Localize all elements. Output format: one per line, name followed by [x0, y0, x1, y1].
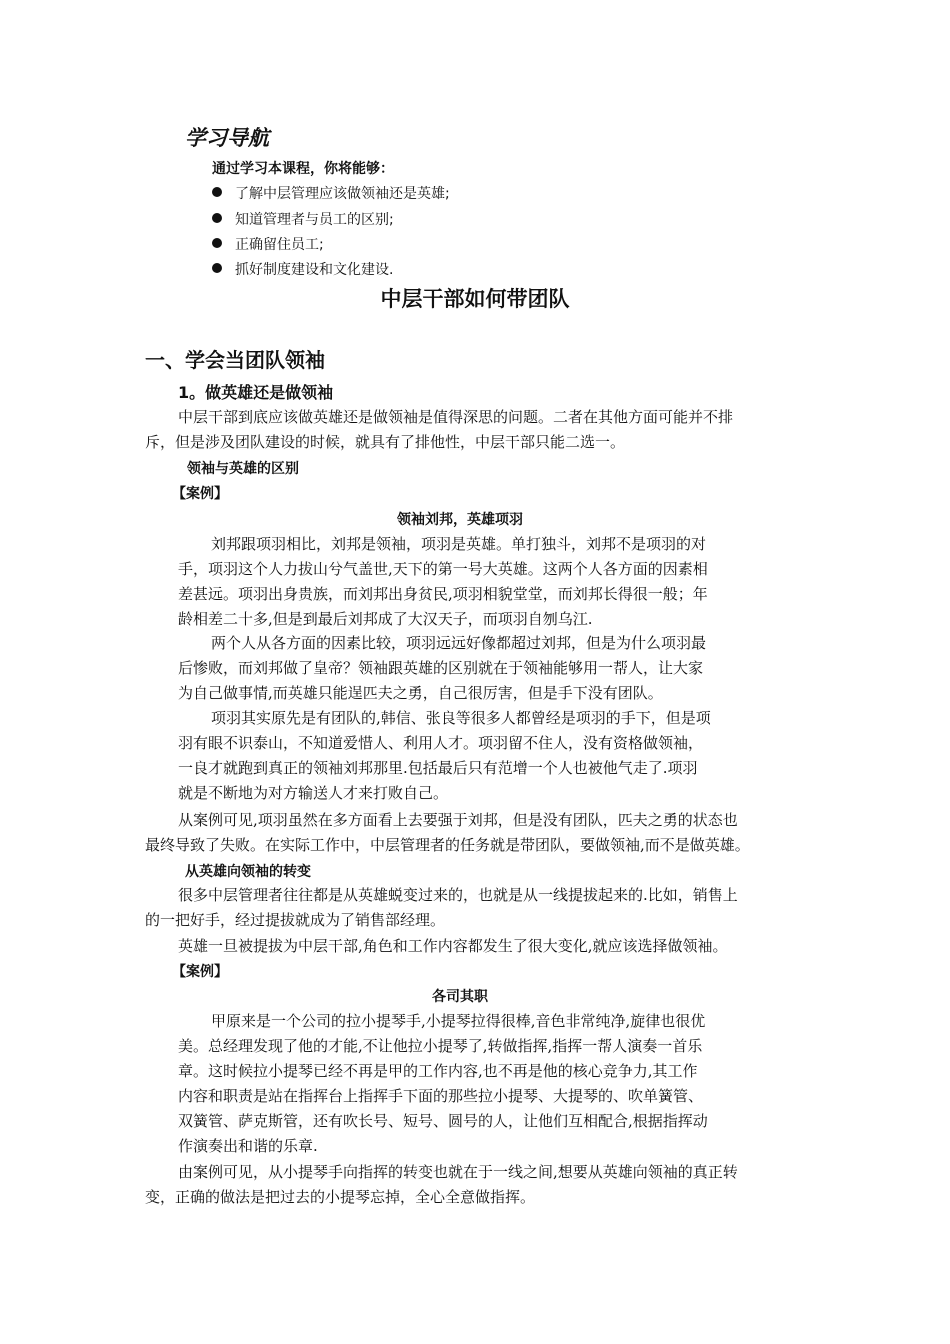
case-paragraph: 两个人从各方面的因素比较，项羽远远好像都超过刘邦，但是为什么项羽最 后惨败，而刘邦做了皇帝？领袖跟英雄的区别就在于领袖能够用一帮人，让大家 为自己做事情,而英雄只能逞匹夫之勇，自己很厉害，但是手下没有团队。 [178, 634, 707, 702]
bullet-icon [212, 238, 222, 248]
conclusion-paragraph: 从案例可见,项羽虽然在多方面看上去要强于刘邦，但是没有团队，匹夫之勇的状态也 [178, 811, 738, 829]
intro-paragraph-cont: 斥，但是涉及团队建设的时候，就具有了排他性，中层干部只能二选一。 [145, 433, 626, 451]
subheading-transition: 从英雄向领袖的转变 [185, 864, 311, 880]
objective-item: 知道管理者与员工的区别; [212, 209, 394, 229]
case-paragraph: 项羽其实原先是有团队的,韩信、张良等很多人都曾经是项羽的手下，但是项 羽有眼不识泰山，不知道爱惜人、利用人才。项羽留不住人，没有资格做领袖， 一良才就跑到真正的领袖刘邦那里.包括最后只有范增一个人也被他气走了.项羽 就是不断地为对方输送人才来打败自己。 [178, 709, 711, 802]
bullet-icon [212, 187, 222, 197]
case-label: 【案例】 [172, 964, 228, 980]
transition-paragraph: 很多中层管理者往往都是从英雄蜕变过来的，也就是从一线提拔起来的.比如，销售上 [178, 886, 738, 904]
conclusion-paragraph-cont: 变，正确的做法是把过去的小提琴忘掉，全心全意做指挥。 [145, 1188, 536, 1206]
transition-paragraph-cont: 的一把好手，经过提拔就成为了销售部经理。 [145, 911, 446, 929]
study-nav-intro: 通过学习本课程，你将能够： [212, 161, 394, 177]
transition-paragraph-2: 英雄一旦被提拔为中层干部,角色和工作内容都发生了很大变化,就应该选择做领袖。 [178, 937, 728, 955]
objective-item: 抓好制度建设和文化建设. [212, 259, 393, 279]
conclusion-paragraph: 由案例可见，从小提琴手向指挥的转变也就在于一线之间,想要从英雄向领袖的真正转 [178, 1163, 738, 1181]
objective-item: 了解中层管理应该做领袖还是英雄; [212, 183, 450, 203]
intro-paragraph: 中层干部到底应该做英雄还是做领袖是值得深思的问题。二者在其他方面可能并不排 [178, 408, 734, 426]
document-title: 中层干部如何带团队 [380, 287, 570, 311]
objective-item: 正确留住员工; [212, 234, 324, 254]
case-title: 领袖刘邦，英雄项羽 [397, 512, 523, 528]
section-heading: 一、学会当团队领袖 [145, 348, 325, 372]
conclusion-paragraph-cont: 最终导致了失败。在实际工作中，中层管理者的任务就是带团队，要做领袖,而不是做英雄。 [145, 836, 750, 854]
case-paragraph: 刘邦跟项羽相比，刘邦是领袖，项羽是英雄。单打独斗，刘邦不是项羽的对 手，项羽这个人力拔山兮气盖世,天下的第一号大英雄。这两个人各方面的因素相 差甚远。项羽出身贵族，而刘邦出身贫民,项羽相貌堂堂，而刘邦长得很一般；年 龄相差二十多,但是到最后刘邦成了大汉天子，而项羽自刎乌江. [178, 535, 708, 628]
bullet-icon [212, 263, 222, 273]
subheading-difference: 领袖与英雄的区别 [187, 461, 299, 477]
subsection-heading: 1。做英雄还是做领袖 [178, 383, 334, 402]
case-label: 【案例】 [172, 486, 228, 502]
case-paragraph: 甲原来是一个公司的拉小提琴手,小提琴拉得很棒,音色非常纯净,旋律也很优 美。总经理发现了他的才能,不让他拉小提琴了,转做指挥,指挥一帮人演奏一首乐 章。这时候拉小提琴已经不再是甲的工作内容,也不再是他的核心竞争力,其工作 内容和职责是站在指挥台上指挥手下面的那些拉小提琴、大提琴的、吹单簧管、 双簧管、萨克斯管，还有吹长号、短号、圆号的人，让他们互相配合,根据指挥动 作演奏出和谐的乐章. [178, 1012, 708, 1155]
case-title: 各司其职 [432, 989, 488, 1005]
bullet-icon [212, 213, 222, 223]
study-nav-title: 学习导航 [185, 125, 269, 150]
